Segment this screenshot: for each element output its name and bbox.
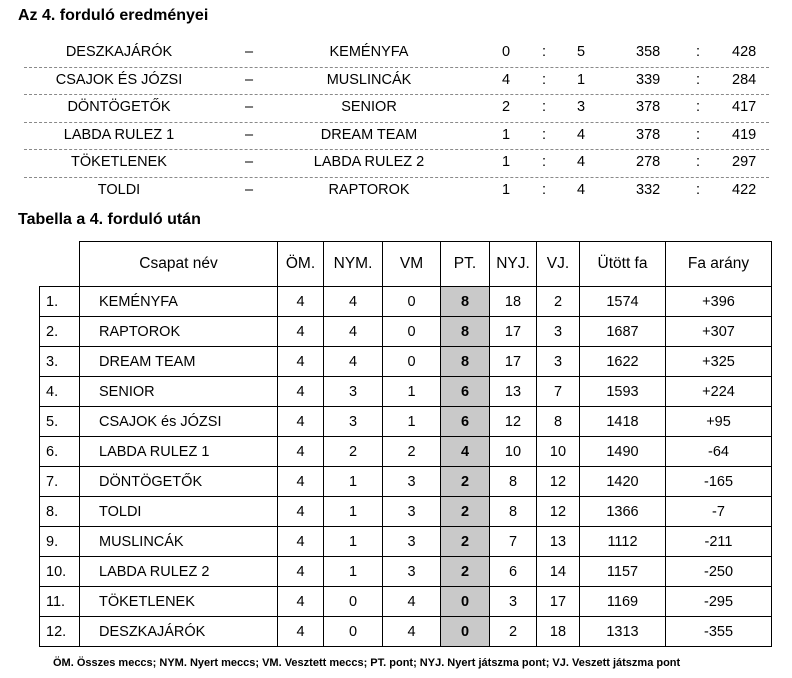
home-team: DÖNTÖGETŐK (67, 99, 171, 116)
won-header: NYM. (324, 242, 383, 287)
games-separator: : (542, 71, 547, 88)
games-lost-header: VJ. (537, 242, 580, 287)
dash: – (245, 126, 254, 143)
won-cell: 4 (324, 287, 383, 317)
rank-header (40, 242, 80, 287)
away-games: 5 (577, 44, 586, 60)
standings-table (39, 241, 772, 647)
away-games: 4 (577, 154, 586, 171)
lost-cell: 0 (383, 287, 441, 317)
team-cell: LABDA RULEZ 1 (80, 437, 278, 467)
table-row (40, 557, 772, 587)
games-won-cell: 8 (490, 467, 537, 497)
rank-cell: 1. (40, 287, 80, 317)
dash: – (245, 154, 254, 171)
ratio-cell: -295 (666, 587, 772, 617)
home-games: 1 (502, 126, 511, 143)
rank-cell: 12. (40, 617, 80, 647)
table-row (40, 617, 772, 647)
table-row (40, 347, 772, 377)
lost-cell: 3 (383, 467, 441, 497)
standings-header-row (40, 242, 772, 287)
home-games: 4 (502, 71, 511, 88)
team-cell: TOLDI (80, 497, 278, 527)
home-games: 1 (502, 181, 511, 198)
away-pins: 419 (732, 126, 757, 143)
away-pins: 284 (732, 71, 757, 88)
won-cell: 0 (324, 587, 383, 617)
pins-separator: : (696, 44, 701, 60)
team-cell: RAPTOROK (80, 317, 278, 347)
rank-cell: 8. (40, 497, 80, 527)
away-games: 4 (577, 126, 586, 143)
games-won-header: NYJ. (490, 242, 537, 287)
pins-cell: 1313 (580, 617, 666, 647)
home-pins: 378 (636, 99, 661, 116)
ratio-header: Fa arány (666, 242, 772, 287)
away-team: LABDA RULEZ 2 (313, 154, 425, 171)
points-cell: 8 (441, 347, 490, 377)
ratio-cell: -355 (666, 617, 772, 647)
rank-cell: 10. (40, 557, 80, 587)
pins-cell: 1490 (580, 437, 666, 467)
home-games: 0 (502, 44, 511, 60)
result-row (24, 150, 769, 178)
table-row (40, 437, 772, 467)
lost-cell: 3 (383, 497, 441, 527)
pins-header: Ütött fa (580, 242, 666, 287)
pins-separator: : (696, 154, 701, 171)
won-cell: 1 (324, 527, 383, 557)
points-cell: 6 (441, 407, 490, 437)
lost-cell: 1 (383, 407, 441, 437)
result-row (24, 95, 769, 123)
away-team: MUSLINCÁK (326, 71, 412, 88)
pins-cell: 1112 (580, 527, 666, 557)
lost-cell: 0 (383, 347, 441, 377)
pins-cell: 1157 (580, 557, 666, 587)
pins-cell: 1593 (580, 377, 666, 407)
points-cell: 0 (441, 587, 490, 617)
home-pins: 339 (636, 71, 661, 88)
games-won-cell: 7 (490, 527, 537, 557)
games-separator: : (542, 154, 547, 171)
away-team: KEMÉNYFA (329, 44, 409, 60)
rank-cell: 4. (40, 377, 80, 407)
lost-cell: 4 (383, 587, 441, 617)
result-row (24, 123, 769, 151)
pins-separator: : (696, 99, 701, 116)
team-header: Csapat név (80, 242, 278, 287)
games-lost-cell: 7 (537, 377, 580, 407)
pins-cell: 1574 (580, 287, 666, 317)
result-row (24, 68, 769, 96)
played-cell: 4 (278, 347, 324, 377)
ratio-cell: +95 (666, 407, 772, 437)
pins-cell: 1420 (580, 467, 666, 497)
team-cell: DESZKAJÁRÓK (80, 617, 278, 647)
home-team: LABDA RULEZ 1 (63, 126, 175, 143)
dash: – (245, 71, 254, 88)
won-cell: 1 (324, 497, 383, 527)
home-pins: 278 (636, 154, 661, 171)
away-pins: 417 (732, 99, 757, 116)
lost-cell: 2 (383, 437, 441, 467)
games-won-cell: 17 (490, 317, 537, 347)
won-cell: 3 (324, 407, 383, 437)
played-cell: 4 (278, 527, 324, 557)
played-cell: 4 (278, 497, 324, 527)
games-lost-cell: 13 (537, 527, 580, 557)
dash: – (245, 181, 254, 198)
points-cell: 0 (441, 617, 490, 647)
pins-cell: 1687 (580, 317, 666, 347)
points-cell: 8 (441, 317, 490, 347)
home-team: TÖKETLENEK (71, 154, 167, 171)
ratio-cell: +325 (666, 347, 772, 377)
table-row (40, 317, 772, 347)
played-cell: 4 (278, 287, 324, 317)
played-cell: 4 (278, 407, 324, 437)
played-header: ÖM. (278, 242, 324, 287)
games-lost-cell: 10 (537, 437, 580, 467)
table-row (40, 587, 772, 617)
away-games: 1 (577, 71, 586, 88)
points-cell: 6 (441, 377, 490, 407)
games-lost-cell: 2 (537, 287, 580, 317)
played-cell: 4 (278, 557, 324, 587)
team-cell: DREAM TEAM (80, 347, 278, 377)
pins-separator: : (696, 71, 701, 88)
games-won-cell: 6 (490, 557, 537, 587)
games-lost-cell: 12 (537, 497, 580, 527)
table-row (40, 407, 772, 437)
won-cell: 3 (324, 377, 383, 407)
ratio-cell: -165 (666, 467, 772, 497)
home-pins: 358 (636, 44, 661, 60)
home-pins: 332 (636, 181, 661, 198)
home-team: CSAJOK ÉS JÓZSI (55, 71, 183, 88)
points-cell: 2 (441, 497, 490, 527)
played-cell: 4 (278, 437, 324, 467)
team-cell: CSAJOK és JÓZSI (80, 407, 278, 437)
won-cell: 2 (324, 437, 383, 467)
points-header: PT. (441, 242, 490, 287)
games-separator: : (542, 126, 547, 143)
away-games: 3 (577, 99, 586, 116)
home-pins: 378 (636, 126, 661, 143)
results-title: Az 4. forduló eredményei (18, 7, 209, 24)
lost-header: VM (383, 242, 441, 287)
rank-cell: 5. (40, 407, 80, 437)
games-won-cell: 13 (490, 377, 537, 407)
away-pins: 428 (732, 44, 757, 60)
rank-cell: 6. (40, 437, 80, 467)
home-team: DESZKAJÁRÓK (65, 44, 173, 60)
points-cell: 8 (441, 287, 490, 317)
games-lost-cell: 3 (537, 347, 580, 377)
games-won-cell: 18 (490, 287, 537, 317)
won-cell: 1 (324, 557, 383, 587)
won-cell: 4 (324, 317, 383, 347)
away-pins: 297 (732, 154, 757, 171)
games-separator: : (542, 99, 547, 116)
games-won-cell: 2 (490, 617, 537, 647)
ratio-cell: +396 (666, 287, 772, 317)
lost-cell: 3 (383, 557, 441, 587)
team-cell: KEMÉNYFA (80, 287, 278, 317)
lost-cell: 4 (383, 617, 441, 647)
games-lost-cell: 8 (537, 407, 580, 437)
won-cell: 0 (324, 617, 383, 647)
pins-cell: 1418 (580, 407, 666, 437)
away-pins: 422 (732, 181, 757, 198)
rank-cell: 7. (40, 467, 80, 497)
games-separator: : (542, 181, 547, 198)
points-cell: 2 (441, 527, 490, 557)
results-list (24, 40, 769, 205)
dash: – (245, 99, 254, 116)
result-row (24, 178, 769, 205)
points-cell: 2 (441, 467, 490, 497)
home-games: 1 (502, 154, 511, 171)
pins-separator: : (696, 181, 701, 198)
lost-cell: 3 (383, 527, 441, 557)
table-row (40, 377, 772, 407)
team-cell: LABDA RULEZ 2 (80, 557, 278, 587)
away-team: RAPTOROK (328, 181, 410, 198)
ratio-cell: +224 (666, 377, 772, 407)
legend-footnote: ÖM. Összes meccs; NYM. Nyert meccs; VM. Vesztett meccs; PT. pont; NYJ. Nyert játszma pont; VJ. Veszett játszma pont (53, 657, 681, 669)
lost-cell: 0 (383, 317, 441, 347)
home-team: TOLDI (97, 181, 141, 198)
ratio-cell: -211 (666, 527, 772, 557)
played-cell: 4 (278, 617, 324, 647)
ratio-cell: +307 (666, 317, 772, 347)
rank-cell: 2. (40, 317, 80, 347)
points-cell: 4 (441, 437, 490, 467)
games-separator: : (542, 44, 547, 60)
pins-cell: 1169 (580, 587, 666, 617)
lost-cell: 1 (383, 377, 441, 407)
team-cell: DÖNTÖGETŐK (80, 467, 278, 497)
table-row (40, 287, 772, 317)
games-lost-cell: 17 (537, 587, 580, 617)
away-team: DREAM TEAM (320, 126, 418, 143)
pins-cell: 1622 (580, 347, 666, 377)
away-team: SENIOR (341, 99, 397, 116)
won-cell: 4 (324, 347, 383, 377)
team-cell: MUSLINCÁK (80, 527, 278, 557)
games-won-cell: 17 (490, 347, 537, 377)
table-row (40, 497, 772, 527)
pins-cell: 1366 (580, 497, 666, 527)
home-games: 2 (502, 99, 511, 116)
result-row (24, 40, 769, 68)
team-cell: TÖKETLENEK (80, 587, 278, 617)
games-lost-cell: 3 (537, 317, 580, 347)
rank-cell: 9. (40, 527, 80, 557)
rank-cell: 11. (40, 587, 80, 617)
pins-separator: : (696, 126, 701, 143)
standings-title: Tabella a 4. forduló után (18, 211, 201, 228)
ratio-cell: -250 (666, 557, 772, 587)
won-cell: 1 (324, 467, 383, 497)
table-row (40, 527, 772, 557)
table-row (40, 467, 772, 497)
played-cell: 4 (278, 317, 324, 347)
played-cell: 4 (278, 587, 324, 617)
games-lost-cell: 12 (537, 467, 580, 497)
team-cell: SENIOR (80, 377, 278, 407)
ratio-cell: -64 (666, 437, 772, 467)
played-cell: 4 (278, 377, 324, 407)
away-games: 4 (577, 181, 586, 198)
games-won-cell: 10 (490, 437, 537, 467)
points-cell: 2 (441, 557, 490, 587)
games-won-cell: 8 (490, 497, 537, 527)
games-won-cell: 12 (490, 407, 537, 437)
dash: – (245, 44, 254, 60)
games-lost-cell: 18 (537, 617, 580, 647)
ratio-cell: -7 (666, 497, 772, 527)
games-won-cell: 3 (490, 587, 537, 617)
games-lost-cell: 14 (537, 557, 580, 587)
rank-cell: 3. (40, 347, 80, 377)
played-cell: 4 (278, 467, 324, 497)
